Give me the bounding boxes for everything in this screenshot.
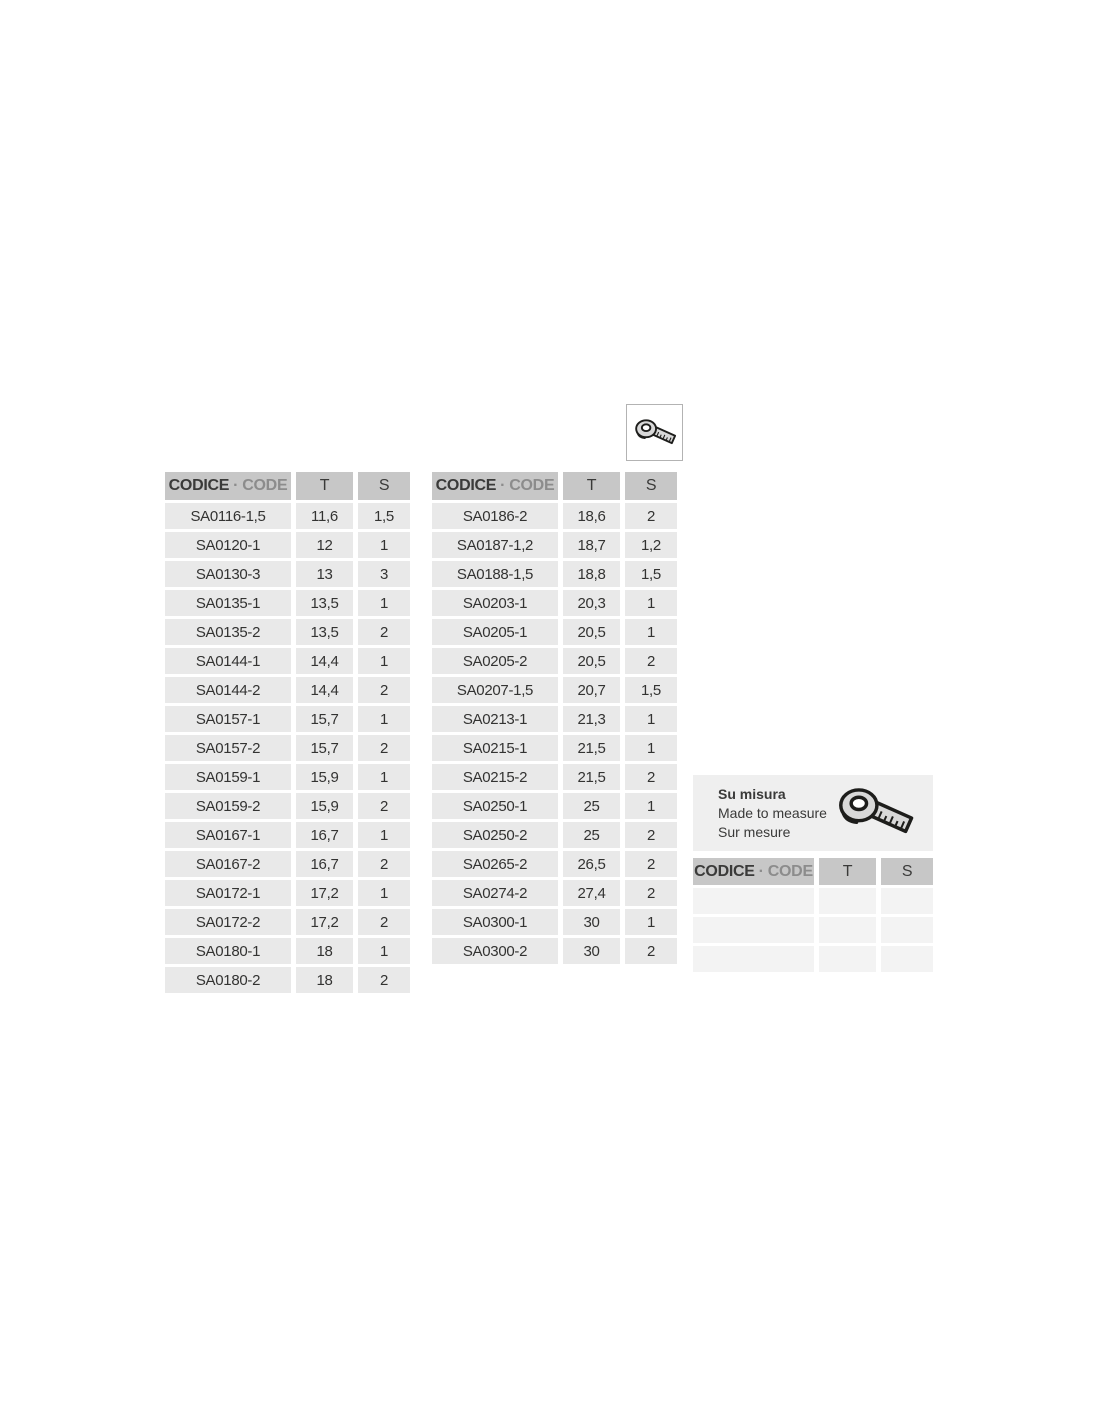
table-cell: 2 [358, 909, 410, 935]
table-cell: 2 [625, 503, 677, 529]
table-cell [819, 888, 876, 914]
table-cell: 2 [625, 851, 677, 877]
size-table-left [165, 472, 410, 993]
table-cell: SA0120-1 [165, 532, 291, 558]
table-cell: 17,2 [296, 880, 353, 906]
table-cell: 2 [358, 619, 410, 645]
table-cell: 1,5 [625, 561, 677, 587]
table-cell [881, 888, 933, 914]
column-header-s: S [358, 472, 410, 500]
table-cell: 15,7 [296, 706, 353, 732]
table-cell: SA0300-2 [432, 938, 558, 964]
table-cell: 2 [625, 880, 677, 906]
table-cell: SA0157-1 [165, 706, 291, 732]
table-cell: 1 [625, 793, 677, 819]
label-su-misura: Su misura [718, 785, 786, 802]
table-cell: 18 [296, 967, 353, 993]
table-cell: 20,5 [563, 648, 620, 674]
column-header-codice-code [165, 472, 291, 500]
header-codice-label: CODICE [435, 477, 497, 494]
table-cell: SA0172-1 [165, 880, 291, 906]
table-cell: 14,4 [296, 677, 353, 703]
table-cell: SA0205-1 [432, 619, 558, 645]
tape-measure-icon [633, 416, 677, 450]
table-cell: 25 [563, 822, 620, 848]
table-cell: 1,5 [358, 503, 410, 529]
table-cell: SA0265-2 [432, 851, 558, 877]
table-cell: 1 [358, 880, 410, 906]
table-cell: 2 [625, 822, 677, 848]
table-cell: SA0188-1,5 [432, 561, 558, 587]
table-cell: 21,5 [563, 735, 620, 761]
size-table-middle [432, 472, 677, 964]
table-cell: 20,5 [563, 619, 620, 645]
column-header-codice-code [693, 858, 814, 885]
table-cell: SA0167-2 [165, 851, 291, 877]
table-cell: 26,5 [563, 851, 620, 877]
table-cell: 21,5 [563, 764, 620, 790]
column-header-s: S [881, 858, 933, 885]
table-cell: 25 [563, 793, 620, 819]
made-to-measure-header [693, 775, 933, 851]
table-cell: 20,7 [563, 677, 620, 703]
table-cell: 12 [296, 532, 353, 558]
header-codice-label: CODICE [168, 477, 230, 494]
table-cell: 2 [625, 648, 677, 674]
table-cell: SA0180-1 [165, 938, 291, 964]
table-cell: 1 [358, 938, 410, 964]
table-cell: 17,2 [296, 909, 353, 935]
table-cell: SA0187-1,2 [432, 532, 558, 558]
table-cell: SA0167-1 [165, 822, 291, 848]
table-cell: 13,5 [296, 619, 353, 645]
table-cell: 1 [358, 532, 410, 558]
table-cell: SA0300-1 [432, 909, 558, 935]
table-cell: 1 [625, 619, 677, 645]
column-header-s: S [625, 472, 677, 500]
table-cell: SA0274-2 [432, 880, 558, 906]
table-cell [819, 917, 876, 943]
tape-measure-icon [831, 783, 919, 843]
table-cell [881, 917, 933, 943]
table-cell: 3 [358, 561, 410, 587]
made-to-measure-labels [718, 785, 827, 842]
table-cell: 1 [625, 706, 677, 732]
table-cell: SA0130-3 [165, 561, 291, 587]
table-cell: 1 [625, 735, 677, 761]
table-cell: 1 [358, 822, 410, 848]
column-header-codice-code [432, 472, 558, 500]
table-cell: 2 [358, 967, 410, 993]
table-cell: 18 [296, 938, 353, 964]
header-code-label: · CODE [233, 477, 288, 494]
table-cell: SA0135-2 [165, 619, 291, 645]
table-cell: 13,5 [296, 590, 353, 616]
table-cell [881, 946, 933, 972]
table-cell: 20,3 [563, 590, 620, 616]
table-cell: 16,7 [296, 822, 353, 848]
table-cell: 18,7 [563, 532, 620, 558]
label-made-to-measure: Made to measure [718, 804, 827, 821]
column-header-t: T [296, 472, 353, 500]
header-code-label: · CODE [500, 477, 555, 494]
table-cell: 21,3 [563, 706, 620, 732]
table-cell: 1 [625, 909, 677, 935]
table-cell: SA0205-2 [432, 648, 558, 674]
table-cell: SA0180-2 [165, 967, 291, 993]
table-cell: 16,7 [296, 851, 353, 877]
table-cell: 27,4 [563, 880, 620, 906]
table-cell: 1 [358, 764, 410, 790]
table-cell: SA0250-1 [432, 793, 558, 819]
table-cell: SA0250-2 [432, 822, 558, 848]
table-cell: SA0159-1 [165, 764, 291, 790]
table-cell: 1 [358, 706, 410, 732]
table-cell [819, 946, 876, 972]
table-cell: 15,7 [296, 735, 353, 761]
table-cell: 11,6 [296, 503, 353, 529]
column-header-t: T [563, 472, 620, 500]
table-cell: 2 [358, 677, 410, 703]
table-cell: 1 [625, 590, 677, 616]
table-cell [693, 946, 814, 972]
column-header-t: T [819, 858, 876, 885]
header-code-label: · CODE [758, 862, 813, 880]
table-cell: 1,5 [625, 677, 677, 703]
size-table-custom [693, 858, 933, 972]
table-cell: SA0203-1 [432, 590, 558, 616]
table-cell: 14,4 [296, 648, 353, 674]
table-cell: 18,6 [563, 503, 620, 529]
table-cell: 2 [625, 764, 677, 790]
table-cell: 15,9 [296, 793, 353, 819]
table-cell: SA0144-2 [165, 677, 291, 703]
table-cell: 2 [358, 735, 410, 761]
table-cell: SA0186-2 [432, 503, 558, 529]
label-sur-mesure: Sur mesure [718, 823, 791, 840]
table-cell: 1 [358, 648, 410, 674]
table-cell: 1,2 [625, 532, 677, 558]
table-cell: SA0172-2 [165, 909, 291, 935]
table-cell: SA0116-1,5 [165, 503, 291, 529]
table-cell: SA0144-1 [165, 648, 291, 674]
header-codice-label: CODICE [694, 862, 755, 880]
table-cell: 2 [358, 851, 410, 877]
table-cell: 2 [625, 938, 677, 964]
table-cell: SA0207-1,5 [432, 677, 558, 703]
table-cell: SA0213-1 [432, 706, 558, 732]
made-to-measure-panel [693, 775, 933, 972]
table-cell: SA0215-2 [432, 764, 558, 790]
table-cell: SA0215-1 [432, 735, 558, 761]
table-cell: 30 [563, 909, 620, 935]
table-cell: 30 [563, 938, 620, 964]
table-cell: 1 [358, 590, 410, 616]
tape-measure-box [626, 404, 683, 461]
table-cell: 15,9 [296, 764, 353, 790]
table-cell [693, 888, 814, 914]
table-cell: SA0159-2 [165, 793, 291, 819]
table-cell: 2 [358, 793, 410, 819]
table-cell: SA0135-1 [165, 590, 291, 616]
table-cell [693, 917, 814, 943]
table-cell: SA0157-2 [165, 735, 291, 761]
table-cell: 13 [296, 561, 353, 587]
table-cell: 18,8 [563, 561, 620, 587]
